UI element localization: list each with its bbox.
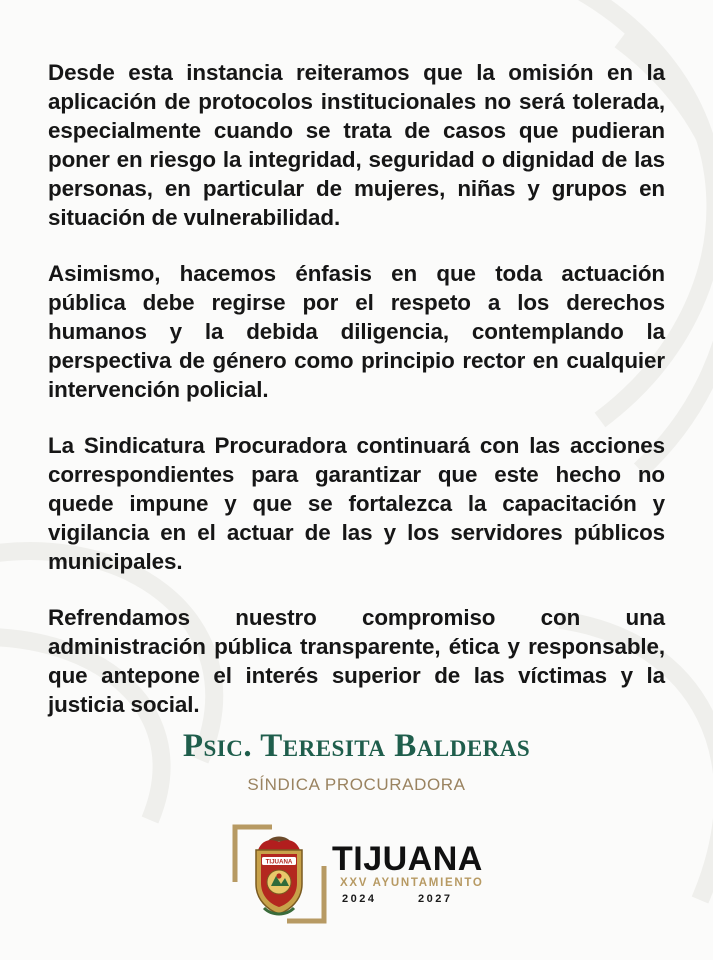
- signatory-title: SÍNDICA PROCURADORA: [247, 775, 466, 794]
- shield-text: TIJUANA: [265, 858, 293, 866]
- paragraph-2: Asimismo, hacemos énfasis en que toda actuación pública debe regirse por el respeto a los derechos humanos y la debida diligencia, contemplando la perspectiva de género como principio rector en cualquier intervención policial.: [48, 261, 665, 402]
- coat-of-arms-icon: [232, 824, 327, 924]
- signatory-name: Psic. Teresita Balderas: [182, 728, 531, 764]
- paragraph-3: La Sindicatura Procuradora continuará con las acciones correspondientes para garantizar que este hecho no quede impune y que se fortalezca la capacitación y vigilancia en el actuar de las y los servidores públicos municipales.: [48, 433, 665, 574]
- term-years: [342, 893, 472, 905]
- paragraph-1: Desde esta instancia reiteramos que la omisión en la aplicación de protocolos institucionales no será tolerada, especialmente cuando se trata de casos que pudieran poner en riesgo la integridad, seguridad o dignidad de las personas, en particular de mujeres, niñas y grupos en situación de vulnerabilidad.: [48, 60, 665, 230]
- city-name: TIJUANA: [332, 840, 483, 878]
- signature-block: [0, 726, 713, 795]
- term-end-year: 2027: [418, 893, 453, 905]
- paragraph-4: Refrendamos nuestro compromiso con una administración pública transparente, ética y responsable, que antepone el interés superior de las víctimas y la justicia social.: [48, 605, 665, 717]
- tijuana-logo: [232, 824, 492, 924]
- term-start-year: 2024: [342, 893, 377, 905]
- council-name: XXV AYUNTAMIENTO: [340, 877, 484, 889]
- letter-body: [48, 58, 665, 746]
